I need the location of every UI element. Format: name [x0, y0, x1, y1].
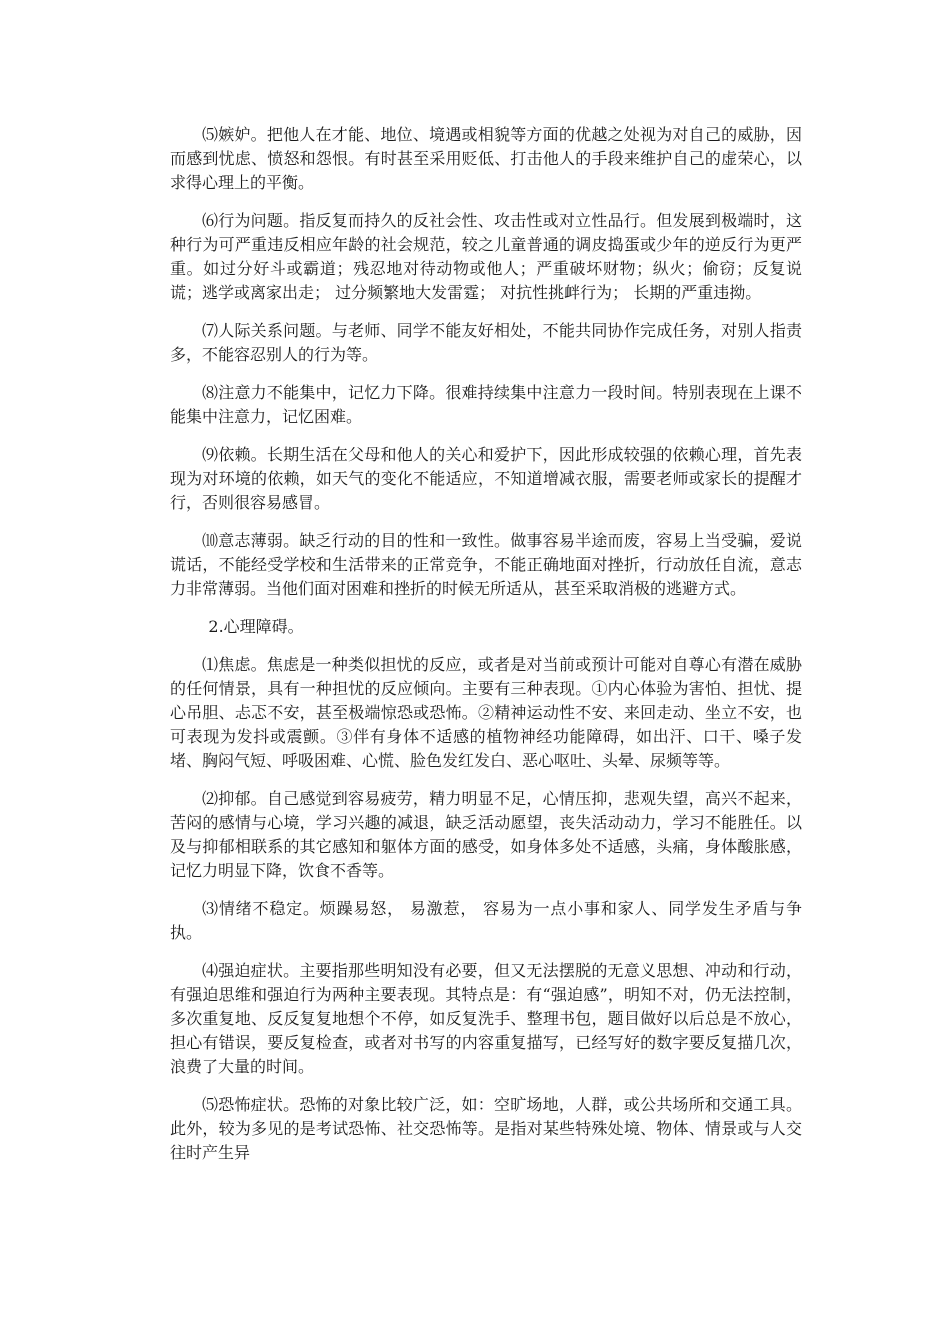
paragraph-depression: ⑵抑郁。自己感觉到容易疲劳，精力明显不足，心情压抑，悲观失望，高兴不起来，苦闷的感情与心境，学习兴趣的减退，缺乏活动愿望，丧失活动动力，学习不能胜任。以及与抑郁相联系的其它感知和躯体方面的感受，如身体多处不适感，头痛，身体酸胀感，记忆力明显下降，饮食不香等。 [170, 789, 802, 880]
paragraph-obsessive: ⑷强迫症状。主要指那些明知没有必要，但又无法摆脱的无意义思想、冲动和行动，有强迫思维和强迫行为两种主要表现。其特点是：有“强迫感”，明知不对，仍无法控制，多次重复地、反反复复地想个不停，如反复洗手、整理书包，题目做好以后总是不放心，担心有错误，要反复检查，或者对书写的内容重复描写，已经写好的数字要反复描几次，浪费了大量的时间。 [170, 961, 802, 1076]
paragraph-weak-will: ⑽意志薄弱。缺乏行动的目的性和一致性。做事容易半途而废，容易上当受骗，爱说谎话，不能经受学校和生活带来的正常竞争，不能正确地面对挫折，行动放任自流，意志力非常薄弱。当他们面对困难和挫折的时候无所适从，甚至采取消极的逃避方式。 [170, 531, 802, 598]
section-heading: 2.心理障碍。 [208, 617, 304, 636]
paragraph-dependence: ⑼依赖。长期生活在父母和他人的关心和爱护下，因此形成较强的依赖心理，首先表现为对环境的依赖，如天气的变化不能适应，不知道增减衣服，需要老师或家长的提醒才行，否则很容易感冒。 [170, 445, 802, 512]
paragraph-anxiety: ⑴焦虑。焦虑是一种类似担忧的反应，或者是对当前或预计可能对自尊心有潜在威胁的任何情景，具有一种担忧的反应倾向。主要有三种表现。①内心体验为害怕、担忧、提心吊胆、忐忑不安，甚至极端惊恐或恐怖。②精神运动性不安、来回走动、坐立不安，也可表现为发抖或震颤。③伴有身体不适感的植物神经功能障碍，如出汗、口干、嗓子发堵、胸闷气短、呼吸困难、心慌、脸色发红发白、恶心呕吐、头晕、尿频等等。 [170, 655, 802, 770]
paragraph-interpersonal: ⑺人际关系问题。与老师、同学不能友好相处，不能共同协作完成任务，对别人指责多，不能容忍别人的行为等。 [170, 321, 802, 364]
paragraph-jealousy: ⑸嫉妒。把他人在才能、地位、境遇或相貌等方面的优越之处视为对自己的威胁，因而感到忧虑、愤怒和怨恨。有时甚至采用贬低、打击他人的手段来维护自己的虚荣心，以求得心理上的平衡。 [170, 125, 802, 192]
document-body [170, 123, 802, 1179]
paragraph-emotional-instability: ⑶情绪不稳定。烦躁易怒， 易激惹， 容易为一点小事和家人、同学发生矛盾与争执。 [170, 899, 802, 942]
paragraph-behavior-problems: ⑹行为问题。指反复而持久的反社会性、攻击性或对立性品行。但发展到极端时，这种行为可严重违反相应年龄的社会规范，较之儿童普通的调皮捣蛋或少年的逆反行为更严重。如过分好斗或霸道；残忍地对待动物或他人；严重破坏财物；纵火；偷窃；反复说谎；逃学或离家出走； 过分频繁地大发雷霆； 对抗性挑衅行为； 长期的严重违拗。 [170, 211, 802, 302]
paragraph-phobia: ⑸恐怖症状。恐怖的对象比较广泛，如：空旷场地，人群，或公共场所和交通工具。此外，较为多见的是考试恐怖、社交恐怖等。是指对某些特殊处境、物体、情景或与人交往时产生异 [170, 1095, 802, 1162]
paragraph-attention: ⑻注意力不能集中，记忆力下降。很难持续集中注意力一段时间。特别表现在上课不能集中注意力，记忆困难。 [170, 383, 802, 426]
